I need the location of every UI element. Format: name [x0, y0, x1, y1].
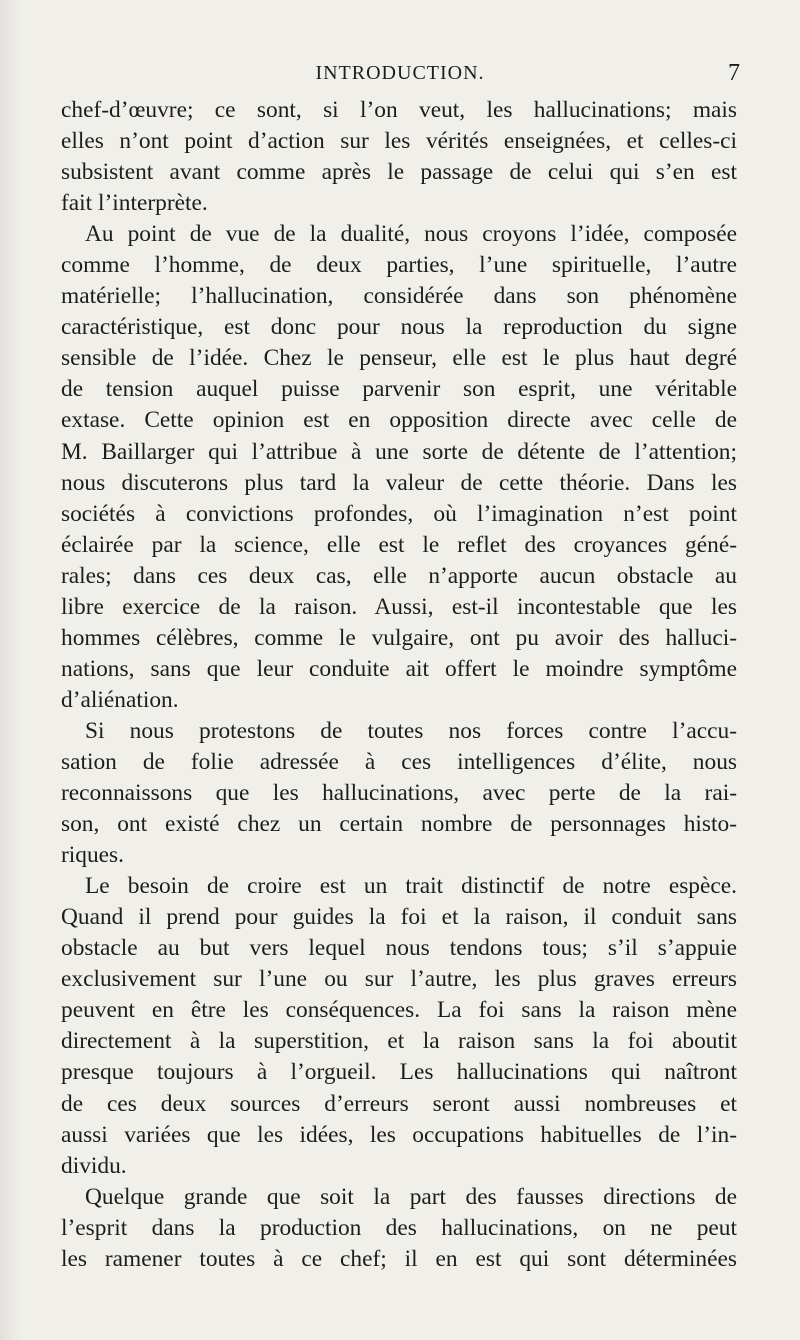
text-line: éclairée par la science, elle est le reflet des croyances géné-	[61, 531, 737, 558]
text-line: sensible de l’idée. Chez le penseur, elle est le plus haut degré	[61, 345, 737, 372]
text-line: nous discuterons plus tard la valeur de cette théorie. Dans les	[61, 469, 737, 496]
text-line: peuvent en être les conséquences. La foi sans la raison mène	[61, 997, 737, 1024]
text-line: libre exercice de la raison. Aussi, est-il incontestable que les	[61, 593, 737, 620]
text-line: dividu.	[61, 1152, 127, 1179]
running-title: INTRODUCTION.	[315, 62, 485, 84]
text-line: caractéristique, est donc pour nous la reproduction du signe	[61, 314, 737, 341]
text-line: M. Baillarger qui l’attribue à une sorte de détente de l’attention;	[61, 438, 737, 465]
text-line: comme l’homme, de deux parties, l’une spirituelle, l’autre	[61, 252, 737, 279]
text-line: elles n’ont point d’action sur les vérités enseignées, et celles-ci	[61, 128, 737, 155]
text-line: Quand il prend pour guides la foi et la raison, il conduit sans	[61, 904, 737, 931]
running-head	[60, 60, 740, 86]
page-number: 7	[728, 60, 740, 86]
text-line: extase. Cette opinion est en opposition directe avec celle de	[61, 407, 737, 434]
text-line: hommes célèbres, comme le vulgaire, ont pu avoir des halluci-	[61, 624, 737, 651]
spine-shadow	[0, 0, 22, 1340]
text-line: l’esprit dans la production des hallucinations, on ne peut	[61, 1214, 737, 1241]
text-line: directement à la superstition, et la raison sans la foi aboutit	[61, 1028, 737, 1055]
body-text	[61, 95, 737, 1275]
text-line: de ces deux sources d’erreurs seront aussi nombreuses et	[61, 1090, 737, 1117]
text-line: sation de folie adressée à ces intelligences d’élite, nous	[61, 748, 737, 775]
text-line: Le besoin de croire est un trait distinctif de notre espèce.	[85, 873, 737, 900]
text-line: Au point de vue de la dualité, nous croyons l’idée, composée	[85, 221, 737, 248]
text-line: obstacle au but vers lequel nous tendons tous; s’il s’appuie	[61, 935, 737, 962]
text-line: d’aliénation.	[61, 686, 179, 713]
text-line: subsistent avant comme après le passage de celui qui s’en est	[61, 159, 737, 186]
text-line: nations, sans que leur conduite ait offert le moindre symptôme	[61, 655, 737, 682]
text-line: chef-d’œuvre; ce sont, si l’on veut, les hallucinations; mais	[61, 97, 737, 123]
text-line: exclusivement sur l’une ou sur l’autre, les plus graves erreurs	[61, 966, 737, 993]
text-line: presque toujours à l’orgueil. Les hallucinations qui naîtront	[61, 1059, 737, 1086]
text-line: matérielle; l’hallucination, considérée dans son phénomène	[61, 283, 737, 310]
text-line: de tension auquel puisse parvenir son esprit, une véritable	[61, 376, 737, 403]
text-line: les ramener toutes à ce chef; il en est qui sont déterminées	[61, 1245, 737, 1272]
text-line: riques.	[61, 842, 125, 869]
text-line: son, ont existé chez un certain nombre de personnages histo-	[61, 811, 737, 838]
text-line: sociétés à convictions profondes, où l’imagination n’est point	[61, 500, 737, 527]
text-line: rales; dans ces deux cas, elle n’apporte aucun obstacle au	[61, 562, 737, 589]
text-line: reconnaissons que les hallucinations, avec perte de la rai-	[61, 780, 737, 807]
text-line: aussi variées que les idées, les occupations habituelles de l’in-	[61, 1121, 737, 1148]
text-line: Si nous protestons de toutes nos forces contre l’accu-	[85, 717, 737, 744]
text-line: Quelque grande que soit la part des fausses directions de	[85, 1183, 737, 1210]
text-line: fait l’interprète.	[61, 190, 208, 217]
